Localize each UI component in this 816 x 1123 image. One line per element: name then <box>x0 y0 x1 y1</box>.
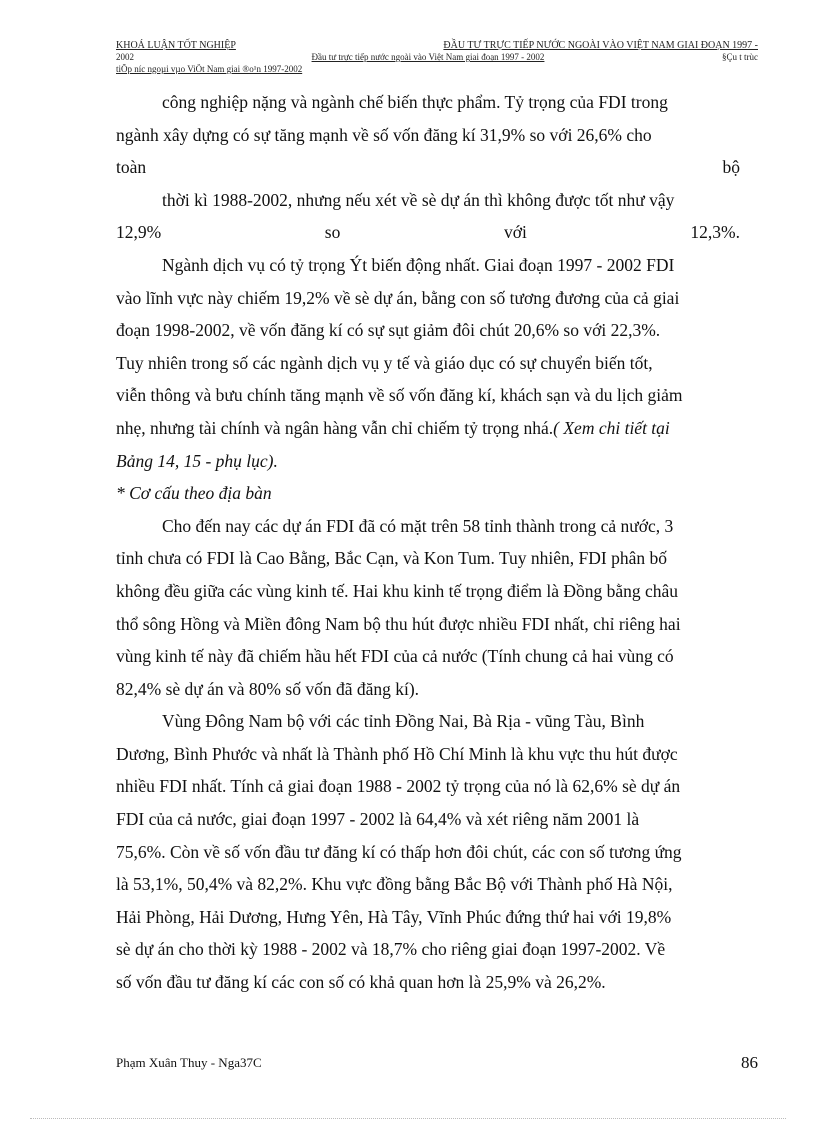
header-right: ĐẦU TƯ TRỰC TIẾP NƯỚC NGOÀI VÀO VIỆT NAM GIAI ĐOẠN 1997 - <box>443 40 758 51</box>
cross-reference-continued: Bảng 14, 15 - phụ lục). <box>116 450 278 471</box>
section-heading: * Cơ cấu theo địa bàn <box>116 483 272 504</box>
running-header <box>116 40 758 51</box>
header-left: KHOÁ LUẬN TỐT NGHIỆP <box>116 40 236 51</box>
word: bộ <box>722 157 740 178</box>
text-line: viễn thông và bưu chính tăng mạnh về số vốn đăng kí, khách sạn và du lịch giảm <box>116 385 683 406</box>
running-header-line3: tiÕp níc ngoµi vµo ViÖt Nam giai ®o¹n 1997-2002 <box>116 64 303 74</box>
text-line: vùng kinh tế này đã chiếm hầu hết FDI của cả nước (Tính chung cả hai vùng có <box>116 646 674 667</box>
text-line: Cho đến nay các dự án FDI đã có mặt trên 58 tỉnh thành trong cả nước, 3 <box>162 515 674 536</box>
text-line: FDI của cả nước, giai đoạn 1997 - 2002 là 64,4% và xét riêng năm 2001 là <box>116 809 640 830</box>
word: so <box>324 222 341 243</box>
header-line2-left: 2002 <box>116 52 134 62</box>
word: 12,9% <box>116 222 162 243</box>
text-line: đoạn 1998-2002, về vốn đăng kí có sự sụt giảm đôi chút 20,6% so với 22,3%. <box>116 320 661 341</box>
page-edge-divider <box>30 1118 786 1119</box>
word: với <box>503 222 527 243</box>
header-line2-mid: Đầu tư trực tiếp nước ngoài vào Việt Nam giai đoạn 1997 - 2002 <box>311 52 545 62</box>
word: 12,3%. <box>690 222 740 243</box>
word: toàn <box>116 157 147 178</box>
text-line: sè dự án cho thời kỳ 1988 - 2002 và 18,7% cho riêng giai đoạn 1997-2002. Về <box>116 939 666 960</box>
page-number: 86 <box>741 1053 758 1072</box>
text-line <box>116 412 740 445</box>
text-line: 75,6%. Còn về số vốn đầu tư đăng kí có thấp hơn đôi chút, các con số tương ứng <box>116 841 682 862</box>
text-line: 82,4% sè dự án và 80% số vốn đã đăng kí). <box>116 678 420 699</box>
document-body <box>116 86 740 999</box>
text-line: thổ sông Hồng và Miền đông Nam bộ thu hút được nhiều FDI nhất, chỉ riêng hai <box>116 613 681 634</box>
text-line: số vốn đầu tư đăng kí các con số có khả quan hơn là 25,9% và 26,2%. <box>116 972 606 993</box>
text-line: Tuy nhiên trong số các ngành dịch vụ y tế và giáo dục có sự chuyển biến tốt, <box>116 352 653 373</box>
text-line: công nghiệp nặng và ngành chế biến thực phẩm. Tỷ trọng của FDI trong <box>162 92 668 112</box>
cross-reference: ( Xem chi tiết tại <box>553 417 670 438</box>
text-line <box>116 151 740 184</box>
text-line: Dương, Bình Phước và nhất là Thành phố Hồ Chí Minh là khu vực thu hút được <box>116 743 678 764</box>
text-line: là 53,1%, 50,4% và 82,2%. Khu vực đồng bằng Bắc Bộ với Thành phố Hà Nội, <box>116 874 673 895</box>
text-line: ngành xây dựng có sự tăng mạnh về số vốn đăng kí 31,9% so với 26,6% cho <box>116 124 652 145</box>
text-line: tỉnh chưa có FDI là Cao Bằng, Bắc Cạn, và Kon Tum. Tuy nhiên, FDI phân bố <box>116 548 667 569</box>
text-line: thời kì 1988-2002, nhưng nếu xét về sè dự án thì không được tốt như vậy <box>162 189 675 210</box>
footer-author: Phạm Xuân Thuy - Nga37C <box>116 1055 262 1070</box>
text-segment: nhẹ, nhưng tài chính và ngân hàng vẫn chỉ chiếm tỷ trọng nhá. <box>116 417 554 438</box>
text-line: nhiều FDI nhất. Tính cả giai đoạn 1988 - 2002 tỷ trọng của nó là 62,6% sè dự án <box>116 776 681 797</box>
text-line: vào lĩnh vực này chiếm 19,2% về sè dự án, bằng con số tương đương của cả giai <box>116 287 680 308</box>
header-line2-right: §Çu t trùc <box>721 52 758 62</box>
text-line: Ngành dịch vụ có tỷ trọng Ýt biến động nhất. Giai đoạn 1997 - 2002 FDI <box>162 254 675 275</box>
text-line: Vùng Đông Nam bộ với các tỉnh Đồng Nai, Bà Rịa - vũng Tàu, Bình <box>162 711 645 732</box>
text-line: không đều giữa các vùng kinh tế. Hai khu kinh tế trọng điểm là Đồng bằng châu <box>116 580 679 601</box>
text-line <box>116 216 740 249</box>
text-line: Hải Phòng, Hải Dương, Hưng Yên, Hà Tây, Vĩnh Phúc đứng thứ hai với 19,8% <box>116 906 672 927</box>
running-header-line2 <box>116 52 758 63</box>
